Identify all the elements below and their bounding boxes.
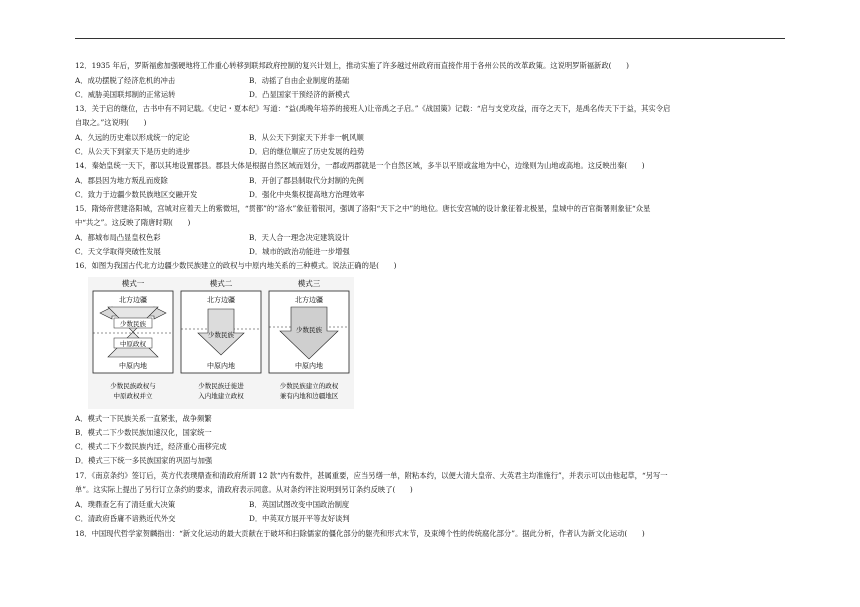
mode-three-top-label: 北方边疆 — [295, 296, 323, 304]
mode-two-arrow-label: 少数民族 — [208, 331, 234, 339]
mode-three-caption-line1: 少数民族建立的政权 — [279, 382, 339, 390]
mode-one-top-label: 北方边疆 — [119, 296, 147, 304]
question-15-option-c: C．天文学取得突破性发展 — [75, 247, 161, 256]
question-12-option-c: C．威胁美国联邦制的正常运转 — [75, 90, 176, 99]
question-16-option-b: B．模式二下少数民族加速汉化，国家统一 — [75, 428, 212, 437]
question-14-option-c: C．致力于边疆少数民族地区交融开发 — [75, 190, 198, 199]
mode-two-title: 模式二 — [209, 279, 233, 288]
question-12-option-d: D．凸显国家干预经济的新模式 — [249, 90, 350, 99]
mode-three-caption-line2: 兼有内地和边疆地区 — [279, 392, 339, 400]
question-14-option-d: D．强化中央集权提高地方治理效率 — [249, 190, 365, 199]
question-17-stem-line2: 单”。这实际上提出了另行订立条约的要求，清政府表示同意。从对条约评注说明到另订条约反映了( ) — [75, 485, 413, 494]
question-13-stem-line2: 自取之。”这说明( ) — [75, 118, 147, 127]
mode-one-caption-line2: 中原政权并立 — [113, 392, 153, 400]
question-13-option-c: C．从公天下到家天下是历史的进步 — [75, 147, 191, 156]
question-15-option-d: D．城市的政治功能进一步增强 — [249, 247, 350, 256]
question-14-stem: 14．秦始皇统一天下，都以其地设置郡县。郡县大体是根据自然区域而划分，一郡或两郡就是一个自然区域，多半以平原或盆地为中心，边缘则为山地或高地。这反映出秦( ) — [75, 161, 645, 170]
question-12-option-b: B．动摇了自由企业制度的基础 — [249, 76, 350, 85]
mode-two-bottom-label: 中原内地 — [207, 362, 235, 370]
question-15-option-a: A．都城布局凸显皇权色彩 — [75, 233, 161, 242]
question-17-stem-line1: 17．《南京条约》签订后，英方代表璞鼎查和清政府所谓 12 款“内有数件，甚属重要，应当另缮一单，附粘本约，以便大清大皇帝、大英君主均准施行”，并表示可以由他起草，“另写一 — [75, 471, 668, 480]
mode-three-bottom-label: 中原内地 — [295, 362, 323, 370]
question-15-option-b: B．天人合一理念决定建筑设计 — [249, 233, 350, 242]
mode-one-upper-arrow-label: 少数民族 — [120, 320, 146, 328]
question-12-stem: 12．1935 年后，罗斯福愈加强硬地将工作重心转移到联邦政府控制的复兴计划上，推动实施了许多越过州政府而直接作用于各州公民的改革政策。这说明罗斯福新政( ) — [75, 61, 629, 70]
relationship-modes-diagram — [88, 277, 354, 409]
question-14-option-b: B．开创了郡县制取代分封制的先例 — [249, 176, 364, 185]
question-12-option-a: A．成功摆脱了经济危机的冲击 — [75, 76, 176, 85]
question-18-stem: 18．中国现代哲学家贺麟指出：“新文化运动的最大贡献在于破坏和扫除儒家的僵化部分的躯壳和形式末节，及束缚个性的传统腐化部分”。据此分析，作者认为新文化运动( ) — [75, 529, 645, 538]
mode-one-panel — [93, 278, 173, 400]
question-13-option-d: D．启的继位顺应了历史发展的趋势 — [249, 147, 365, 156]
mode-three-title: 模式三 — [297, 279, 321, 288]
relationship-modes-figure — [88, 277, 354, 409]
mode-two-caption-line1: 少数民族迁徙进 — [198, 382, 244, 390]
question-13-option-b: B．从公天下到家天下并非一帆风顺 — [249, 133, 364, 142]
question-16-option-c: C．模式二下少数民族内迁，经济重心南移完成 — [75, 442, 227, 451]
mode-one-bottom-label: 中原内地 — [119, 362, 147, 370]
question-15-stem-line1: 15．隋炀帝营建洛阳城，宫城对应着天上的紫微垣，“贯都”的“洛水”象征着银河，强调了洛阳“天下之中”的地位。唐长安宫城的设计象征着北极星，皇城中的百官衙署则象征“众星 — [75, 204, 651, 213]
question-17-option-a: A．璞鼎查乞有了清廷重大决策 — [75, 500, 176, 509]
question-17-option-b: B．英国试图改变中国政治制度 — [249, 500, 350, 509]
question-17-option-c: C．清政府昏庸不谙熟近代外交 — [75, 514, 176, 523]
question-13-option-a: A．久远的历史难以形成统一的定论 — [75, 133, 190, 142]
mode-one-lower-arrow-label: 中原政权 — [120, 340, 146, 348]
mode-two-top-label: 北方边疆 — [207, 296, 235, 304]
question-16-option-d: D．模式三下统一多民族国家的巩固与加强 — [75, 456, 213, 465]
header-rule — [75, 38, 785, 39]
question-17-option-d: D．中英双方展开平等友好谈判 — [249, 514, 350, 523]
mode-two-panel — [181, 278, 261, 400]
question-13-stem-line1: 13．关于启的继位，古书中有不同记载。《史记・夏本纪》写道：“益(禹晚年培养的接班人)让帝禹之子启。”《战国策》记载：“启与支党攻益，而夺之天下，是禹名传天下于益，其实令启 — [75, 104, 671, 113]
mode-one-title: 模式一 — [121, 279, 145, 288]
mode-three-panel — [269, 278, 349, 400]
question-15-stem-line2: 中“共之”。这反映了隋唐时期( ) — [75, 218, 191, 227]
mode-one-caption-line1: 少数民族政权与 — [110, 382, 156, 390]
question-14-option-a: A．郡县因为地方叛乱而废除 — [75, 176, 168, 185]
mode-three-arrow-label: 少数民族 — [296, 326, 322, 334]
question-16-stem: 16．如图为我国古代北方边疆少数民族建立的政权与中原内地关系的三种模式。说法正确的是( ) — [75, 261, 397, 270]
mode-two-caption-line2: 入内地建立政权 — [198, 392, 244, 400]
question-16-option-a: A．模式一下民族关系一直紧张，战争频繁 — [75, 414, 212, 423]
